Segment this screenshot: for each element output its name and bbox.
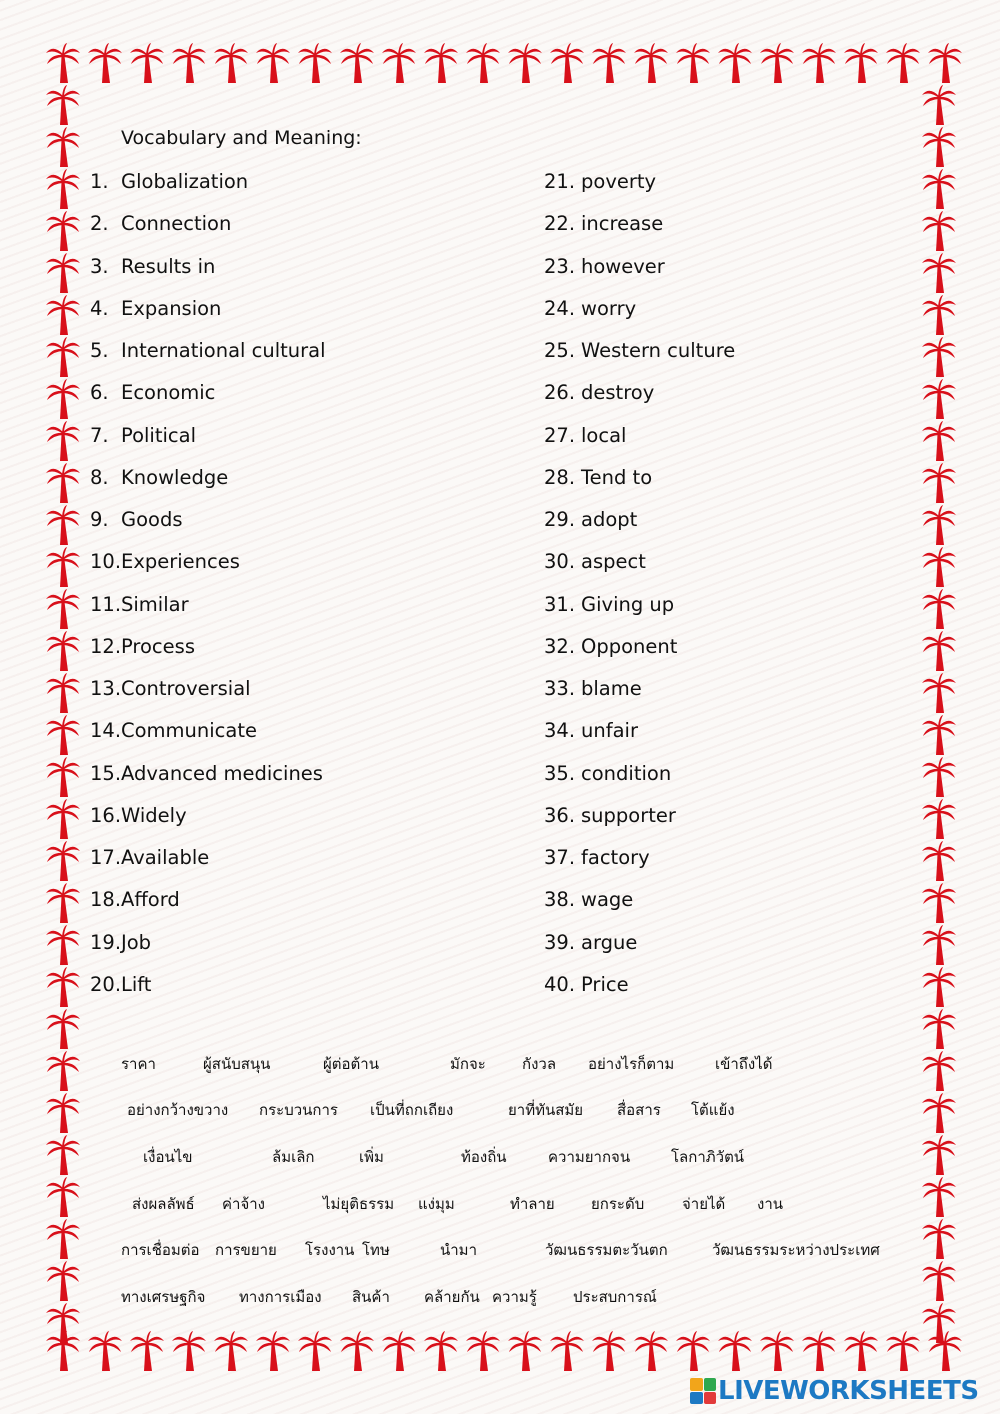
- vocab-word: Connection: [121, 212, 232, 236]
- vocab-item: [544, 931, 637, 954]
- vocab-word: Goods: [121, 508, 183, 531]
- palm-tree-icon: [45, 1260, 81, 1302]
- word-bank-item[interactable]: ล้มเลิก: [272, 1148, 315, 1166]
- palm-tree-icon: [921, 504, 957, 546]
- vocab-number: 10.: [90, 550, 122, 574]
- liveworksheets-logo-icon: [690, 1378, 716, 1404]
- vocab-word: Widely: [121, 803, 187, 827]
- word-bank-item[interactable]: ท้องถิ่น: [461, 1148, 507, 1166]
- vocab-number: 11.: [90, 592, 122, 616]
- word-bank-item[interactable]: ทางการเมือง: [239, 1288, 322, 1306]
- vocab-item: [90, 170, 248, 193]
- vocab-number: 34.: [544, 719, 576, 743]
- vocab-item: [90, 719, 257, 742]
- vocab-word: Afford: [121, 888, 180, 912]
- vocab-item: [90, 677, 251, 700]
- word-bank-item[interactable]: ส่งผลลัพธ์: [132, 1195, 195, 1213]
- palm-tree-icon: [921, 798, 957, 840]
- vocab-item: [90, 593, 189, 616]
- vocab-number: 17.: [90, 846, 122, 869]
- word-bank-item[interactable]: เป็นที่ถกเถียง: [370, 1101, 454, 1119]
- palm-tree-icon: [45, 1176, 81, 1218]
- palm-tree-icon: [675, 1330, 711, 1372]
- vocab-item: [544, 170, 656, 193]
- palm-tree-icon: [921, 672, 957, 714]
- palm-tree-icon: [45, 1092, 81, 1134]
- palm-tree-icon: [921, 756, 957, 798]
- vocab-word: Western culture: [581, 339, 736, 362]
- word-bank-item[interactable]: งาน: [757, 1195, 784, 1213]
- vocab-word: Controversial: [121, 677, 251, 700]
- palm-tree-icon: [921, 1260, 957, 1302]
- vocab-item: [90, 381, 215, 404]
- palm-tree-icon: [921, 630, 957, 672]
- vocab-word: Globalization: [121, 170, 249, 193]
- vocab-number: 2.: [90, 212, 109, 236]
- palm-tree-icon: [549, 42, 585, 84]
- word-bank-item[interactable]: วัฒนธรรมตะวันตก: [545, 1241, 668, 1259]
- palm-tree-icon: [843, 1330, 879, 1372]
- palm-tree-icon: [921, 714, 957, 756]
- palm-tree-icon: [129, 42, 165, 84]
- palm-tree-icon: [717, 1330, 753, 1372]
- vocab-number: 18.: [90, 888, 122, 912]
- vocab-number: 20.: [90, 972, 122, 996]
- word-bank-item[interactable]: ยาที่ทันสมัย: [508, 1101, 584, 1119]
- palm-tree-icon: [129, 1330, 165, 1372]
- vocab-number: 28.: [544, 465, 576, 489]
- word-bank-item[interactable]: มักจะ: [450, 1055, 486, 1073]
- vocab-number: 12.: [90, 634, 122, 658]
- word-bank-item[interactable]: กังวล: [522, 1055, 557, 1073]
- palm-tree-icon: [45, 504, 81, 546]
- vocab-item: [544, 593, 674, 616]
- palm-tree-icon: [297, 42, 333, 84]
- palm-tree-icon: [507, 1330, 543, 1372]
- palm-tree-icon: [633, 42, 669, 84]
- vocab-item: [544, 804, 676, 827]
- vocab-word: increase: [581, 212, 664, 236]
- vocab-number: 25.: [544, 339, 576, 362]
- palm-tree-icon: [717, 42, 753, 84]
- word-bank-item[interactable]: ประสบการณ์: [573, 1288, 657, 1306]
- word-bank-item[interactable]: อย่างไรก็ตาม: [588, 1055, 675, 1073]
- vocab-item: [90, 762, 323, 785]
- palm-tree-icon: [45, 1218, 81, 1260]
- word-bank-item[interactable]: ราคา: [121, 1055, 156, 1073]
- vocab-number: 16.: [90, 803, 122, 827]
- word-bank-item[interactable]: ทำลาย: [510, 1195, 555, 1213]
- vocab-word: Job: [121, 930, 152, 954]
- palm-tree-icon: [45, 42, 81, 84]
- brand-name: LIVEWORKSHEETS: [718, 1376, 979, 1406]
- palm-tree-icon: [171, 1330, 207, 1372]
- vocab-item: [544, 424, 626, 447]
- palm-tree-icon: [255, 42, 291, 84]
- vocab-item: [90, 635, 195, 658]
- palm-tree-icon: [45, 378, 81, 420]
- palm-tree-icon: [591, 1330, 627, 1372]
- vocab-word: adopt: [581, 508, 638, 531]
- palm-tree-icon: [921, 420, 957, 462]
- vocab-number: 8.: [90, 465, 109, 489]
- palm-tree-icon: [801, 1330, 837, 1372]
- vocab-number: 7.: [90, 423, 109, 447]
- vocab-word: argue: [581, 930, 638, 954]
- vocab-number: 15.: [90, 761, 122, 785]
- palm-tree-icon: [921, 1050, 957, 1092]
- palm-tree-icon: [921, 882, 957, 924]
- palm-tree-icon: [921, 924, 957, 966]
- vocab-number: 6.: [90, 381, 109, 405]
- word-bank-item[interactable]: ยกระดับ: [591, 1195, 645, 1213]
- palm-tree-icon: [45, 588, 81, 630]
- vocab-number: 36.: [544, 803, 576, 827]
- palm-tree-icon: [45, 882, 81, 924]
- palm-tree-icon: [927, 42, 963, 84]
- palm-tree-icon: [921, 378, 957, 420]
- word-bank-item[interactable]: การเชื่อมต่อ: [121, 1241, 200, 1259]
- vocab-number: 29.: [544, 508, 576, 531]
- vocab-number: 22.: [544, 212, 576, 236]
- word-bank-item[interactable]: ค่าจ้าง: [222, 1195, 265, 1213]
- word-bank-item[interactable]: ความยากจน: [548, 1148, 631, 1166]
- vocab-word: Knowledge: [121, 465, 229, 489]
- vocab-item: [544, 635, 677, 658]
- palm-tree-icon: [45, 924, 81, 966]
- vocab-item: [544, 297, 636, 320]
- vocab-number: 37.: [544, 846, 576, 869]
- vocab-item: [544, 255, 665, 278]
- palm-tree-icon: [921, 1008, 957, 1050]
- vocab-item: [544, 719, 638, 742]
- word-bank-item[interactable]: โทษ: [362, 1241, 390, 1259]
- word-bank-item[interactable]: การขยาย: [215, 1241, 277, 1259]
- palm-tree-icon: [921, 840, 957, 882]
- vocab-word: Communicate: [121, 719, 257, 743]
- palm-tree-icon: [45, 798, 81, 840]
- word-bank-item[interactable]: ไม่ยุติธรรม: [323, 1195, 395, 1213]
- vocab-word: Tend to: [581, 465, 653, 489]
- vocab-word: Giving up: [581, 592, 675, 616]
- palm-tree-icon: [45, 336, 81, 378]
- palm-tree-icon: [633, 1330, 669, 1372]
- vocab-word: unfair: [581, 719, 638, 743]
- vocab-word: supporter: [581, 803, 676, 827]
- vocab-word: poverty: [581, 170, 657, 193]
- vocab-item: [90, 550, 240, 573]
- word-bank-item[interactable]: กระบวนการ: [259, 1101, 338, 1119]
- palm-tree-icon: [801, 42, 837, 84]
- palm-tree-icon: [87, 1330, 123, 1372]
- palm-tree-icon: [885, 1330, 921, 1372]
- palm-tree-icon: [921, 1176, 957, 1218]
- word-bank-item[interactable]: โรงงาน: [305, 1241, 355, 1259]
- vocab-item: [544, 212, 663, 235]
- vocab-word: Political: [121, 423, 196, 447]
- palm-tree-icon: [339, 42, 375, 84]
- vocab-item: [90, 297, 221, 320]
- vocab-number: 14.: [90, 719, 122, 743]
- palm-tree-icon: [465, 1330, 501, 1372]
- palm-tree-icon: [45, 252, 81, 294]
- vocab-item: [90, 339, 326, 362]
- vocab-item: [544, 508, 637, 531]
- palm-tree-icon: [921, 252, 957, 294]
- vocab-number: 1.: [90, 170, 109, 193]
- palm-tree-icon: [591, 42, 627, 84]
- page-heading: Vocabulary and Meaning:: [121, 127, 362, 149]
- palm-tree-icon: [45, 420, 81, 462]
- vocab-number: 39.: [544, 930, 576, 954]
- palm-tree-icon: [549, 1330, 585, 1372]
- word-bank-item[interactable]: ผู้ต่อต้าน: [323, 1055, 379, 1073]
- word-bank-item[interactable]: เข้าถึงได้: [715, 1055, 773, 1073]
- vocab-word: Expansion: [121, 296, 222, 320]
- vocab-word: however: [581, 254, 665, 278]
- vocab-item: [90, 255, 215, 278]
- vocab-word: destroy: [581, 381, 655, 405]
- palm-tree-icon: [921, 462, 957, 504]
- word-bank-item[interactable]: โลกาภิวัตน์: [671, 1148, 745, 1166]
- palm-tree-icon: [921, 210, 957, 252]
- palm-tree-icon: [921, 1302, 957, 1344]
- vocab-word: Lift: [121, 972, 152, 996]
- vocab-word: Opponent: [581, 634, 678, 658]
- palm-tree-icon: [45, 294, 81, 336]
- palm-tree-icon: [213, 1330, 249, 1372]
- vocab-item: [544, 550, 646, 573]
- palm-tree-icon: [45, 546, 81, 588]
- palm-tree-icon: [45, 84, 81, 126]
- word-bank-item[interactable]: โต้แย้ง: [691, 1101, 735, 1119]
- vocab-word: Results in: [121, 254, 216, 278]
- palm-tree-icon: [507, 42, 543, 84]
- vocab-item: [544, 339, 735, 362]
- palm-tree-icon: [45, 1050, 81, 1092]
- word-bank-item[interactable]: ความรู้: [492, 1288, 537, 1306]
- palm-tree-icon: [45, 126, 81, 168]
- vocab-word: aspect: [581, 550, 646, 574]
- word-bank-item[interactable]: แง่มุม: [418, 1195, 455, 1213]
- vocab-word: Process: [121, 634, 195, 658]
- palm-tree-icon: [45, 168, 81, 210]
- vocab-item: [544, 381, 654, 404]
- palm-tree-icon: [843, 42, 879, 84]
- vocab-item: [544, 846, 650, 869]
- palm-tree-icon: [339, 1330, 375, 1372]
- palm-tree-icon: [885, 42, 921, 84]
- palm-tree-icon: [45, 840, 81, 882]
- vocab-word: local: [581, 423, 627, 447]
- vocab-number: 38.: [544, 888, 576, 912]
- palm-tree-icon: [45, 714, 81, 756]
- vocab-number: 35.: [544, 761, 576, 785]
- vocab-number: 24.: [544, 296, 576, 320]
- vocab-item: [90, 424, 196, 447]
- palm-tree-icon: [45, 210, 81, 252]
- word-bank-item[interactable]: เพิ่ม: [359, 1148, 384, 1166]
- vocab-number: 4.: [90, 296, 109, 320]
- vocab-word: condition: [581, 761, 672, 785]
- word-bank-item[interactable]: วัฒนธรรมระหว่างประเทศ: [712, 1241, 880, 1259]
- vocab-number: 3.: [90, 254, 109, 278]
- vocab-item: [90, 466, 228, 489]
- vocab-number: 5.: [90, 339, 109, 362]
- vocab-word: wage: [581, 888, 634, 912]
- vocab-number: 19.: [90, 930, 122, 954]
- palm-tree-icon: [921, 588, 957, 630]
- palm-tree-icon: [423, 1330, 459, 1372]
- palm-tree-icon: [921, 966, 957, 1008]
- vocab-item: [90, 888, 180, 911]
- palm-tree-icon: [921, 336, 957, 378]
- word-bank-item[interactable]: ทางเศรษฐกิจ: [121, 1288, 206, 1306]
- vocab-number: 33.: [544, 677, 576, 700]
- vocab-number: 30.: [544, 550, 576, 574]
- vocab-word: Available: [121, 846, 210, 869]
- palm-tree-icon: [45, 672, 81, 714]
- palm-tree-icon: [921, 546, 957, 588]
- palm-tree-icon: [759, 42, 795, 84]
- palm-tree-icon: [45, 1302, 81, 1344]
- word-bank-item[interactable]: ผู้สนับสนุน: [203, 1055, 271, 1073]
- vocab-item: [544, 762, 671, 785]
- vocab-number: 40.: [544, 972, 576, 996]
- vocab-item: [90, 804, 187, 827]
- palm-tree-icon: [45, 756, 81, 798]
- vocab-item: [90, 846, 209, 869]
- vocab-item: [90, 508, 183, 531]
- vocab-item: [90, 973, 151, 996]
- palm-tree-icon: [45, 1008, 81, 1050]
- vocab-item: [544, 466, 652, 489]
- vocab-word: worry: [581, 296, 637, 320]
- palm-tree-icon: [381, 1330, 417, 1372]
- word-bank-item[interactable]: คล้ายกัน: [424, 1288, 480, 1306]
- palm-tree-icon: [465, 42, 501, 84]
- palm-tree-icon: [759, 1330, 795, 1372]
- vocab-item: [544, 888, 633, 911]
- word-bank-item[interactable]: จ่ายได้: [682, 1195, 726, 1213]
- palm-tree-icon: [45, 462, 81, 504]
- palm-tree-icon: [297, 1330, 333, 1372]
- palm-tree-icon: [921, 1092, 957, 1134]
- vocab-word: blame: [581, 677, 642, 700]
- palm-tree-icon: [675, 42, 711, 84]
- palm-tree-icon: [921, 84, 957, 126]
- vocab-number: 27.: [544, 423, 576, 447]
- palm-tree-icon: [921, 168, 957, 210]
- word-bank-item[interactable]: สื่อสาร: [617, 1101, 661, 1119]
- vocab-number: 31.: [544, 592, 576, 616]
- liveworksheets-logo[interactable]: [690, 1376, 979, 1406]
- vocab-number: 13.: [90, 677, 122, 700]
- vocab-number: 21.: [544, 170, 576, 193]
- palm-tree-icon: [45, 1134, 81, 1176]
- vocab-word: Economic: [121, 381, 216, 405]
- vocab-word: International cultural: [121, 339, 326, 362]
- word-bank-item[interactable]: สินค้า: [352, 1288, 390, 1306]
- palm-tree-icon: [423, 42, 459, 84]
- vocab-word: Advanced medicines: [121, 761, 323, 785]
- vocab-number: 23.: [544, 254, 576, 278]
- palm-tree-icon: [255, 1330, 291, 1372]
- palm-tree-icon: [921, 294, 957, 336]
- palm-tree-icon: [921, 1134, 957, 1176]
- palm-tree-icon: [87, 42, 123, 84]
- vocab-item: [544, 973, 629, 996]
- vocab-number: 26.: [544, 381, 576, 405]
- palm-tree-icon: [213, 42, 249, 84]
- vocab-item: [90, 931, 151, 954]
- palm-tree-icon: [921, 126, 957, 168]
- vocab-item: [544, 677, 642, 700]
- vocab-number: 9.: [90, 508, 109, 531]
- word-bank-item[interactable]: เงื่อนไข: [143, 1148, 193, 1166]
- palm-tree-icon: [45, 966, 81, 1008]
- word-bank-item[interactable]: นำมา: [440, 1241, 477, 1259]
- word-bank-item[interactable]: อย่างกว้างขวาง: [127, 1101, 229, 1119]
- vocab-word: factory: [581, 846, 650, 869]
- palm-tree-icon: [45, 630, 81, 672]
- vocab-item: [90, 212, 231, 235]
- palm-tree-icon: [921, 1218, 957, 1260]
- vocab-word: Similar: [121, 592, 189, 616]
- vocab-word: Price: [581, 972, 629, 996]
- palm-tree-icon: [381, 42, 417, 84]
- palm-tree-icon: [171, 42, 207, 84]
- vocab-word: Experiences: [121, 550, 240, 574]
- vocab-number: 32.: [544, 634, 576, 658]
